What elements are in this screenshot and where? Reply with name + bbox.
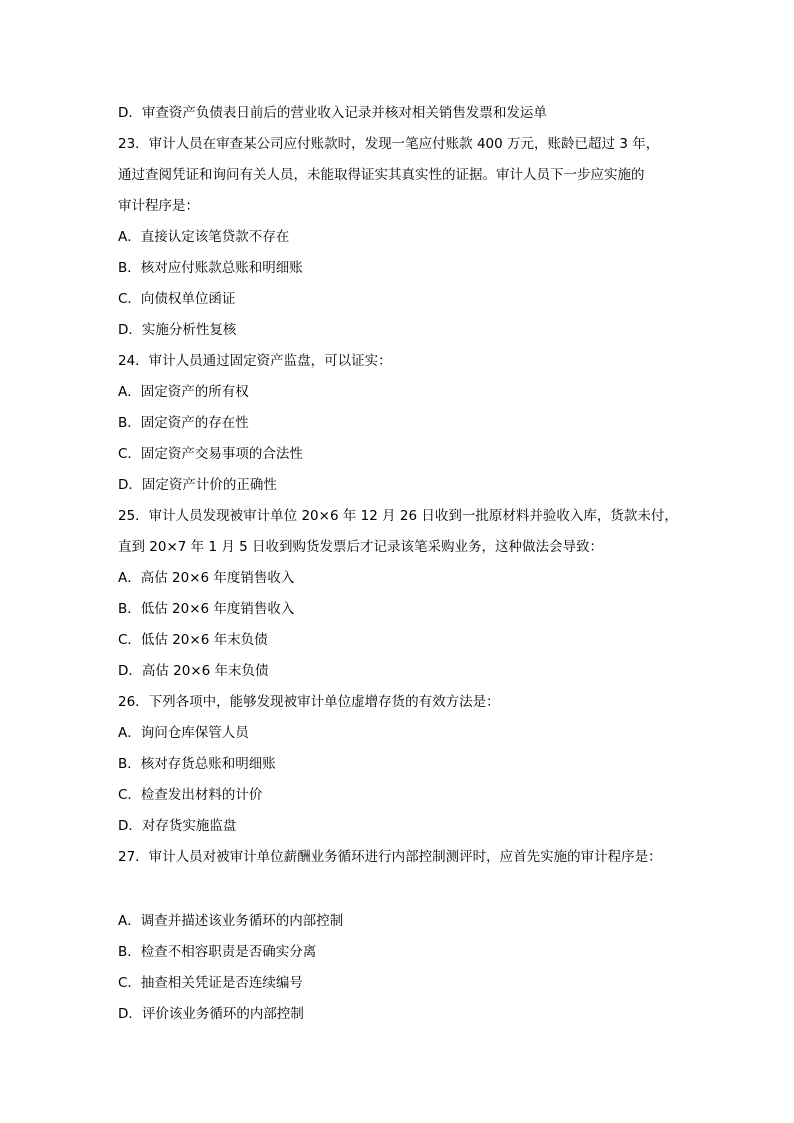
q26-option-b: B．核对存货总账和明细账 [118, 756, 276, 772]
q26-option-c: C．检查发出材料的计价 [118, 787, 263, 803]
q27-option-c: C．抽查相关凭证是否连续编号 [118, 975, 303, 991]
q24-option-b: B．固定资产的存在性 [118, 415, 249, 431]
q25-option-c: C．低估 20×6 年末负债 [118, 632, 268, 648]
q27-option-d: D．评价该业务循环的内部控制 [118, 1006, 304, 1022]
q25-option-b: B．低估 20×6 年度销售收入 [118, 601, 295, 617]
q22-option-d: D．审查资产负债表日前后的营业收入记录并核对相关销售发票和发运单 [118, 105, 547, 121]
q27-option-a: A．调查并描述该业务循环的内部控制 [118, 913, 344, 929]
q23-stem: 23．审计人员在审查某公司应付账款时，发现一笔应付账款 400 万元，账龄已超过 3 年， [118, 136, 660, 152]
q25-stem: 25．审计人员发现被审计单位 20×6 年 12 月 26 日收到一批原材料并验收入库，货款未付， [118, 508, 678, 524]
q24-option-c: C．固定资产交易事项的合法性 [118, 446, 303, 462]
q25-stem: 直到 20×7 年 1 月 5 日收到购货发票后才记录该笔采购业务，这种做法会导致： [118, 539, 604, 555]
q23-stem: 通过查阅凭证和询问有关人员，未能取得证实其真实性的证据。审计人员下一步应实施的 [118, 167, 645, 183]
document-page [118, 98, 698, 1030]
q25-option-d: D．高估 20×6 年末负债 [118, 663, 269, 679]
q23-option-b: B．核对应付账款总账和明细账 [118, 260, 303, 276]
q23-stem: 审计程序是： [118, 198, 199, 214]
q27-option-b: B．检查不相容职责是否确实分离 [118, 944, 317, 960]
q26-stem: 26．下列各项中，能够发现被审计单位虚增存货的有效方法是： [118, 694, 500, 710]
q24-option-d: D．固定资产计价的正确性 [118, 477, 277, 493]
q23-option-c: C．向债权单位函证 [118, 291, 236, 307]
q23-option-d: D．实施分析性复核 [118, 322, 237, 338]
q26-option-a: A．询问仓库保管人员 [118, 725, 249, 741]
q27-stem: 27．审计人员对被审计单位薪酬业务循环进行内部控制测评时，应首先实施的审计程序是： [118, 849, 662, 865]
q26-option-d: D．对存货实施监盘 [118, 818, 237, 834]
q24-option-a: A．固定资产的所有权 [118, 384, 249, 400]
blank-line [118, 873, 698, 906]
q25-option-a: A．高估 20×6 年度销售收入 [118, 570, 295, 586]
q24-stem: 24．审计人员通过固定资产监盘，可以证实： [118, 353, 392, 369]
q23-option-a: A．直接认定该笔贷款不存在 [118, 229, 290, 245]
